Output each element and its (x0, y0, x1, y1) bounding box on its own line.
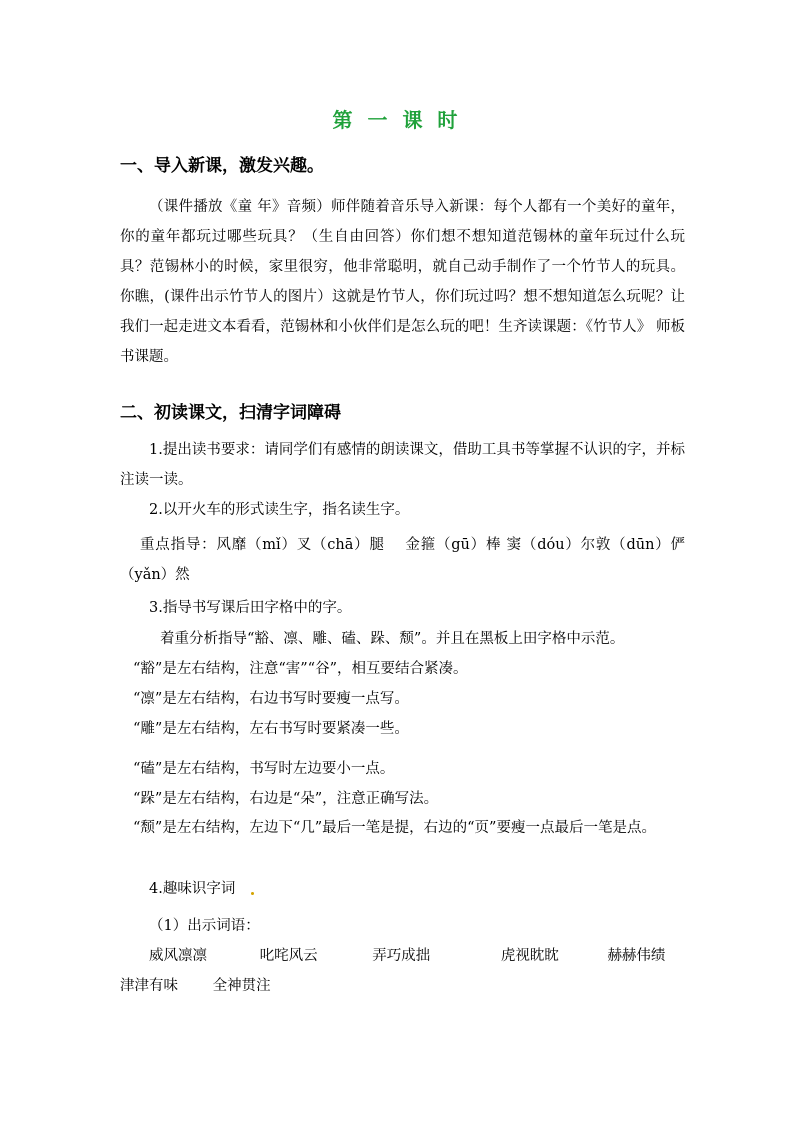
char-note-tui: “颓”是左右结构，左边下“几”最后一笔是提，右边的“页”要瘦一点最后一笔是点。 (133, 820, 656, 836)
section-heading-2: 二、初读课文，扫清字词障碍 (120, 403, 341, 423)
intro-paragraph: （课件播放《童 年》音频）师伴随着音乐导入新课：每个人都有一个美好的童年，你的童年都玩过哪些玩具？（生自由回答）你们想不想知道范锡林的童年玩过什么玩具？范锡林小的时候，家里很穷，他非常聪明，就自己动手制作了一个竹节人的玩具。你瞧，(课件出示竹节人的图片）这就是竹节人，你们玩过吗？想不想知道怎么玩呢？让我们一起走进文本看看，范锡林和小伙伴们是怎么玩的吧！生齐读课题：《竹节人》 师板书课题。 (120, 199, 685, 365)
char-note-diao: “雕”是左右结构，左右书写时要紧凑一些。 (133, 721, 409, 737)
char-note-huo: “豁”是左右结构，注意“害”“谷”，相互要结合紧凑。 (133, 661, 468, 677)
pronunciation-guide: 重点指导：风靡（mǐ）叉（chā）腿 金箍（gū）棒 窦（dóu）尔敦（dūn）俨（yǎn）然 (120, 537, 685, 583)
section-heading-1: 一、导入新课，激发兴趣。 (120, 156, 324, 176)
marker-dot-icon (251, 892, 254, 895)
step-4-text: 4.趣味识字词 (149, 881, 236, 897)
step-3-text: 3.指导书写课后田字格中的字。 (149, 600, 352, 616)
word-item: 虎视眈眈 (500, 948, 559, 964)
analysis-intro: 着重分析指导“豁、凛、雕、磕、跺、颓”。并且在黑板上田字格中示范。 (160, 631, 625, 647)
word-item: 赫赫伟绩 (607, 948, 666, 964)
char-note-duo: “跺”是左右结构，右边是“朵”，注意正确写法。 (133, 791, 439, 807)
char-note-ke: “磕”是左右结构，书写时左边要小一点。 (133, 761, 395, 777)
word-item: 叱咤风云 (259, 948, 318, 964)
word-item: 津津有味 (120, 978, 178, 994)
step-4-line (149, 874, 254, 904)
word-row-2 (120, 971, 271, 1001)
show-words-text: （1）出示词语： (149, 918, 260, 934)
word-row-1 (149, 941, 665, 971)
word-item: 威风凛凛 (149, 948, 207, 964)
step-2-text: 2.以开火车的形式读生字，指名读生字。 (149, 502, 410, 518)
word-item: 全神贯注 (212, 978, 271, 994)
char-note-lin: “凛”是左右结构，右边书写时要瘦一点写。 (133, 691, 409, 707)
word-item: 弄巧成拙 (372, 948, 431, 964)
page-title: 第 一 课 时 (332, 108, 462, 132)
step-1-text: 1.提出读书要求：请同学们有感情的朗读课文，借助工具书等掌握不认识的字，并标注读一读。 (120, 442, 685, 488)
